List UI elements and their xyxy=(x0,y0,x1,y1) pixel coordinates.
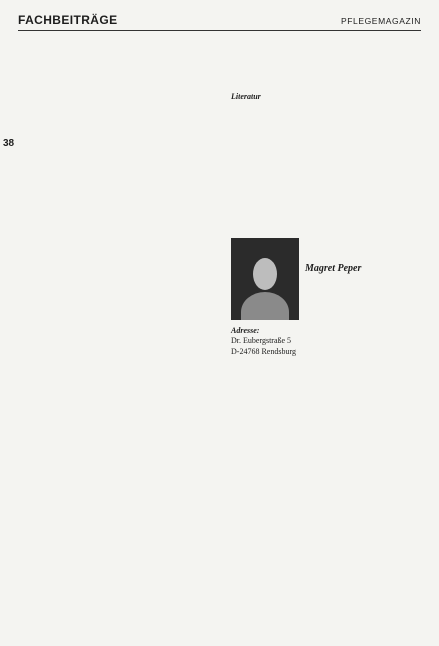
body-paragraph xyxy=(27,192,222,232)
page-number: 38 xyxy=(3,138,15,149)
author-name: Magret Peper xyxy=(305,263,362,274)
literature-entry xyxy=(231,104,423,124)
portrait-face xyxy=(253,258,277,290)
body-paragraph xyxy=(27,42,222,82)
portrait-shoulders xyxy=(241,292,289,320)
section-title: FACHBEITRÄGE xyxy=(18,13,118,27)
body-paragraph xyxy=(27,142,222,182)
literature-entry xyxy=(231,148,423,168)
literature-entry xyxy=(231,170,423,190)
address-heading: Adresse: xyxy=(231,326,260,336)
body-paragraph xyxy=(231,42,423,82)
left-column xyxy=(27,42,222,242)
magazine-title: PFLEGEMAGAZIN xyxy=(340,16,421,26)
literature-entry xyxy=(231,192,423,212)
address-line: Dr. Eubergstraße 5 xyxy=(231,336,292,346)
literature-entry xyxy=(231,126,423,146)
body-paragraph xyxy=(27,92,222,132)
author-box xyxy=(231,238,423,357)
address-line: D-24768 Rendsburg xyxy=(231,346,296,356)
author-portrait xyxy=(231,238,299,320)
literature-heading: Literatur xyxy=(231,92,261,101)
page-header xyxy=(18,8,421,31)
right-column xyxy=(231,42,423,214)
